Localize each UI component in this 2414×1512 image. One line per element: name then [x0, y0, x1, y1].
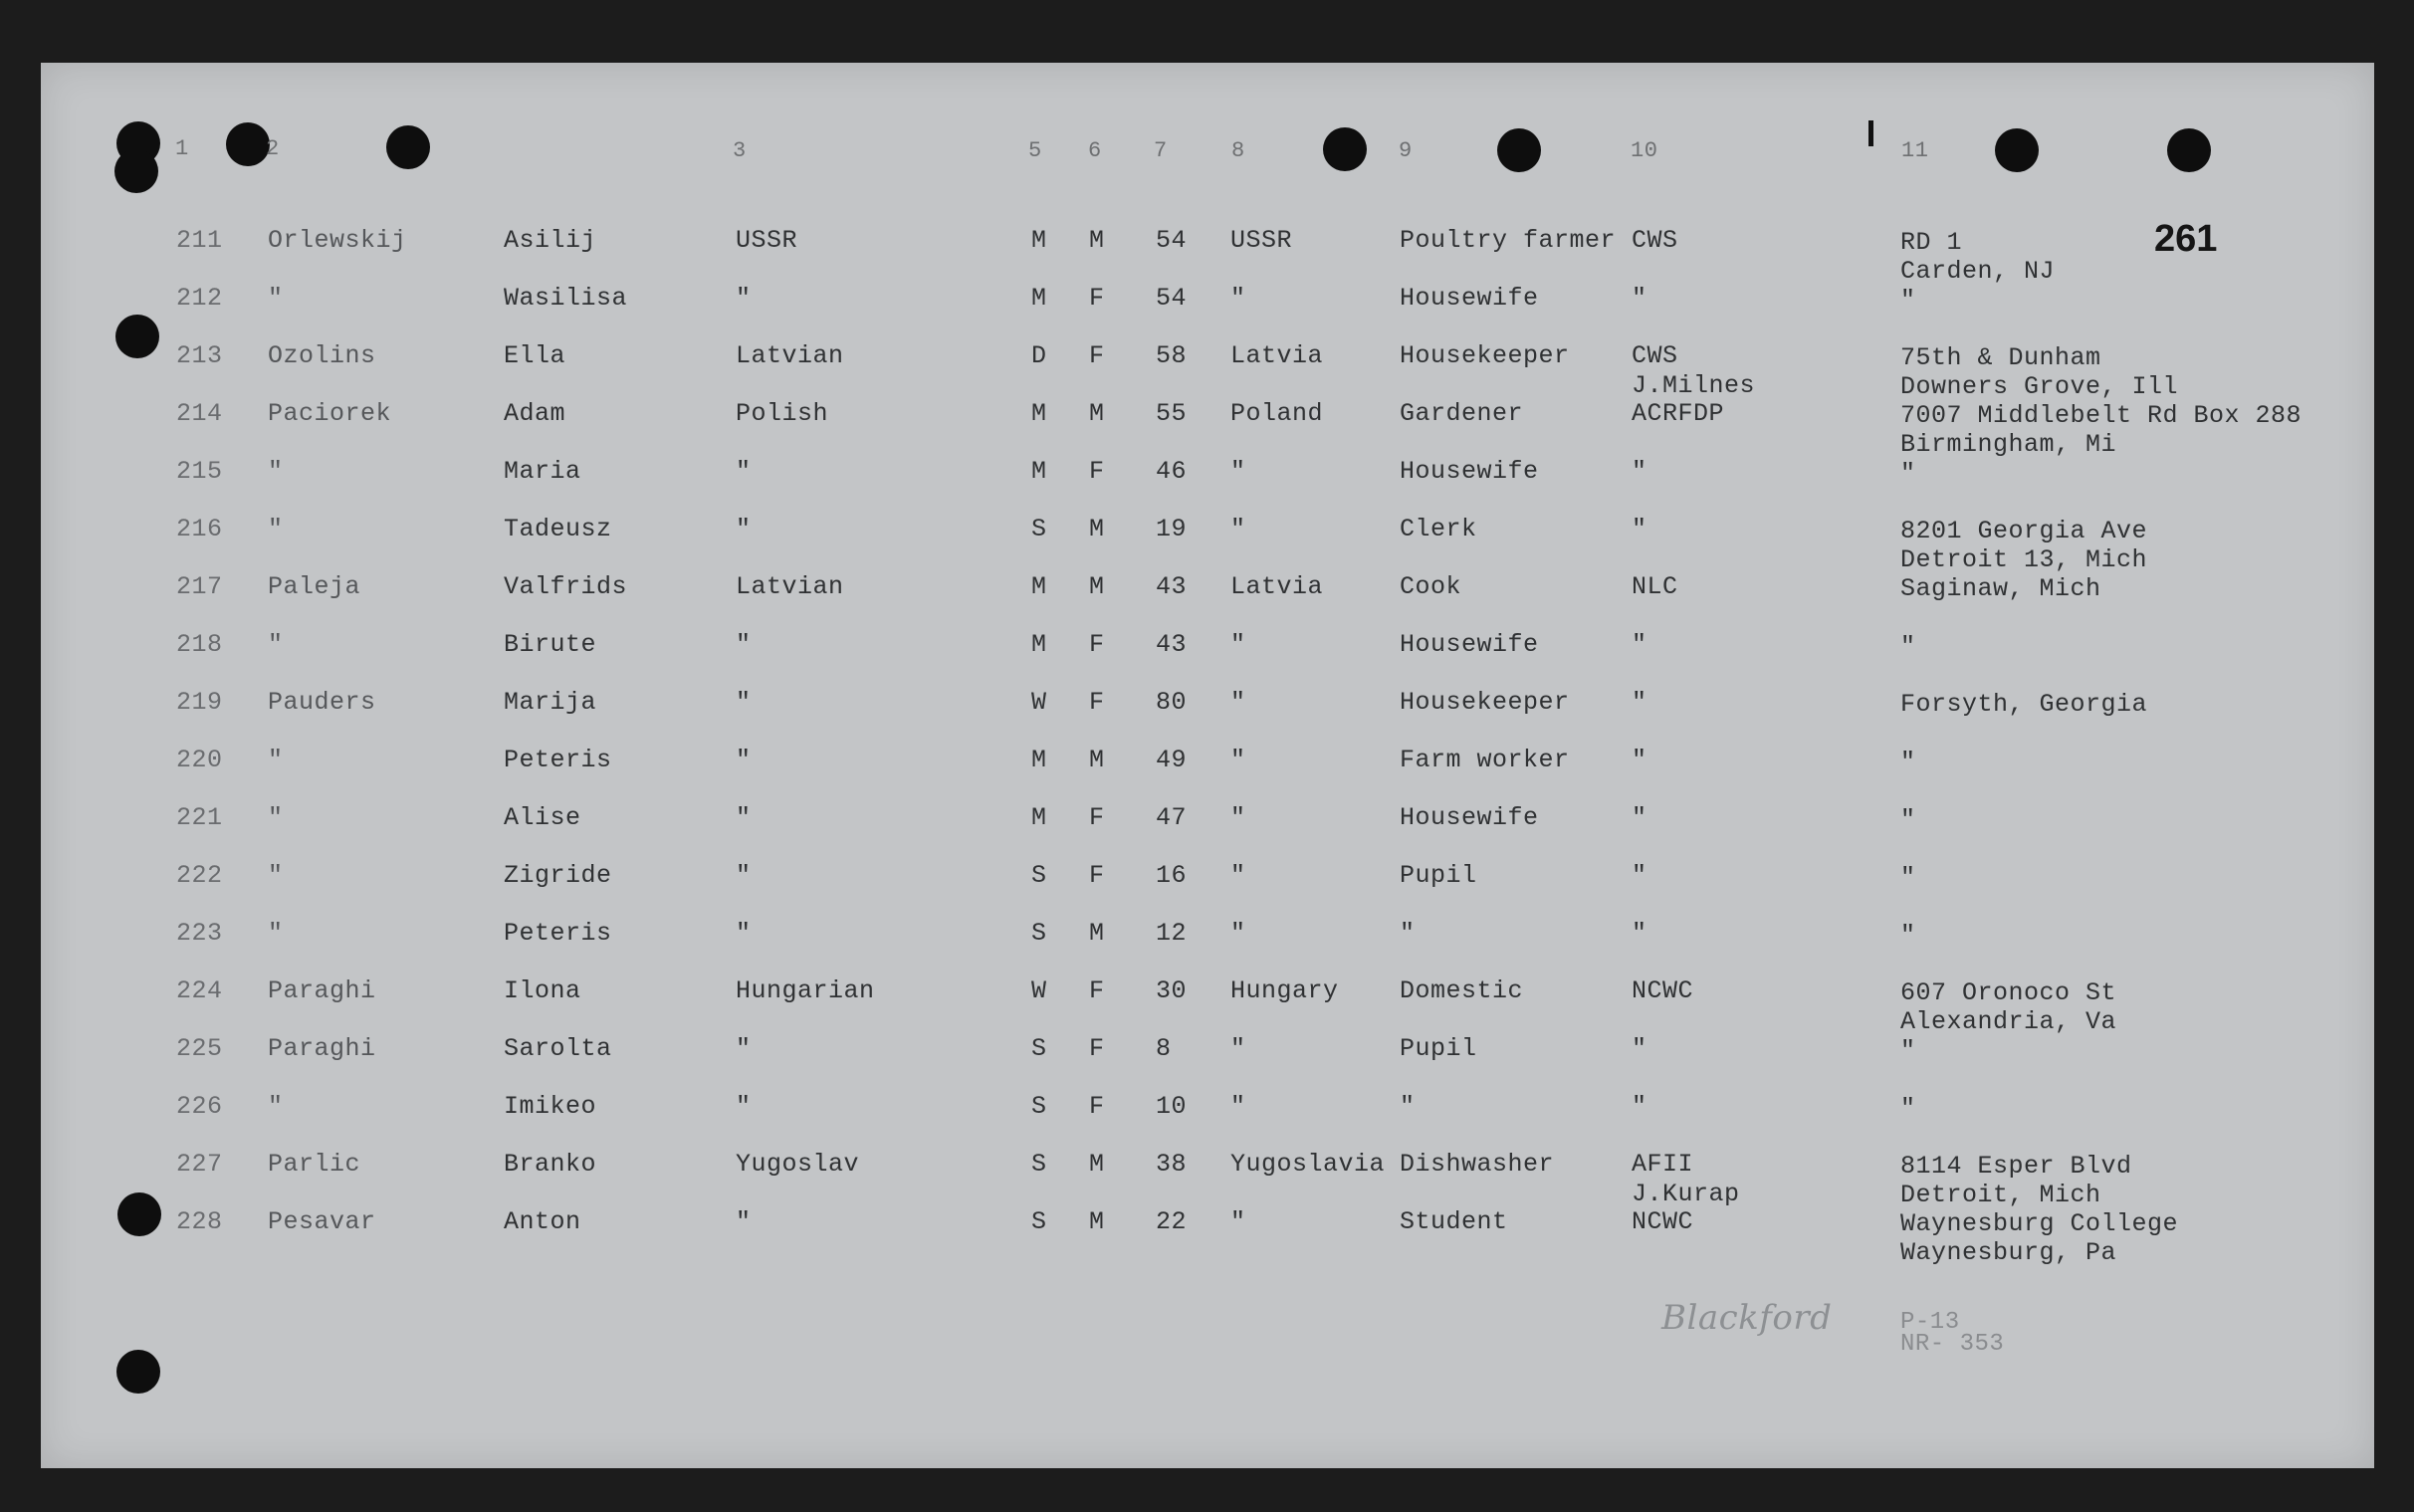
- cell-surname: Paciorek: [268, 399, 392, 428]
- cell-marital: S: [1031, 1207, 1047, 1236]
- cell-given: Valfrids: [504, 572, 628, 601]
- cell-nationality: ": [736, 1207, 752, 1236]
- cell-address-line: Downers Grove, Ill: [1900, 372, 2179, 401]
- cell-country: ": [1230, 803, 1246, 832]
- cell-surname: Paraghi: [268, 976, 376, 1005]
- cell-agency: ": [1632, 861, 1647, 890]
- cell-nationality: Latvian: [736, 572, 844, 601]
- punch-hole: [1995, 128, 2039, 172]
- cell-surname: ": [268, 919, 284, 948]
- cell-surname: Ozolins: [268, 341, 376, 370]
- cell-agency: ": [1632, 919, 1647, 948]
- cell-marital: S: [1031, 1092, 1047, 1121]
- cell-agency-extra: J.Milnes: [1632, 371, 1756, 400]
- cell-surname: ": [268, 284, 284, 313]
- page-number: 261: [2154, 218, 2218, 260]
- cell-surname: Orlewskij: [268, 226, 407, 255]
- cell-country: ": [1230, 457, 1246, 486]
- cell-given: Marija: [504, 688, 597, 717]
- cell-address-line: ": [1900, 805, 1916, 834]
- cell-no: 225: [176, 1034, 223, 1063]
- cell-given: Sarolta: [504, 1034, 612, 1063]
- cell-sex: M: [1089, 1207, 1105, 1236]
- cell-no: 224: [176, 976, 223, 1005]
- cell-country: Poland: [1230, 399, 1324, 428]
- cell-nationality: ": [736, 630, 752, 659]
- cell-agency: AFII: [1632, 1150, 1694, 1179]
- cell-no: 212: [176, 284, 223, 313]
- cell-nationality: ": [736, 919, 752, 948]
- cell-nationality: ": [736, 746, 752, 774]
- cell-given: Imikeo: [504, 1092, 597, 1121]
- cell-marital: W: [1031, 688, 1047, 717]
- cell-age: 49: [1156, 746, 1188, 774]
- cell-surname: Pesavar: [268, 1207, 376, 1236]
- cell-nationality: Hungarian: [736, 976, 875, 1005]
- cell-marital: S: [1031, 515, 1047, 543]
- cell-occupation: Cook: [1400, 572, 1462, 601]
- cell-address-line: 607 Oronoco St: [1900, 978, 2117, 1007]
- cell-occupation: Clerk: [1400, 515, 1477, 543]
- cell-nationality: ": [736, 284, 752, 313]
- cell-no: 219: [176, 688, 223, 717]
- cell-sex: M: [1089, 572, 1105, 601]
- cell-address-line: 7007 Middlebelt Rd Box 288: [1900, 401, 2303, 430]
- cell-country: Latvia: [1230, 572, 1324, 601]
- cell-age: 22: [1156, 1207, 1188, 1236]
- cell-agency: ": [1632, 284, 1647, 313]
- cell-address-line: ": [1900, 1036, 1916, 1065]
- cell-marital: S: [1031, 919, 1047, 948]
- cell-age: 38: [1156, 1150, 1188, 1179]
- cell-occupation: Housekeeper: [1400, 341, 1570, 370]
- cell-address-line: ": [1900, 921, 1916, 950]
- cell-sex: F: [1089, 688, 1105, 717]
- cell-no: 214: [176, 399, 223, 428]
- cell-country: Latvia: [1230, 341, 1324, 370]
- cell-no: 213: [176, 341, 223, 370]
- cell-nationality: ": [736, 803, 752, 832]
- cell-sex: F: [1089, 1092, 1105, 1121]
- cell-address-line: RD 1: [1900, 228, 1963, 257]
- cell-address-line: Alexandria, Va: [1900, 1007, 2117, 1036]
- cell-marital: M: [1031, 284, 1047, 313]
- cell-address-line: Waynesburg, Pa: [1900, 1238, 2117, 1267]
- cell-address-line: ": [1900, 286, 1916, 315]
- cell-sex: M: [1089, 1150, 1105, 1179]
- cell-given: Alise: [504, 803, 581, 832]
- cell-marital: S: [1031, 861, 1047, 890]
- cell-address-line: ": [1900, 459, 1916, 488]
- punch-hole: [117, 1192, 161, 1236]
- cell-no: 223: [176, 919, 223, 948]
- cell-occupation: Pupil: [1400, 861, 1477, 890]
- column-header: 8: [1231, 138, 1245, 163]
- cell-country: ": [1230, 630, 1246, 659]
- cell-sex: F: [1089, 976, 1105, 1005]
- cell-age: 19: [1156, 515, 1188, 543]
- cell-age: 54: [1156, 226, 1188, 255]
- cell-sex: F: [1089, 284, 1105, 313]
- cell-age: 46: [1156, 457, 1188, 486]
- cell-age: 12: [1156, 919, 1188, 948]
- cell-given: Anton: [504, 1207, 581, 1236]
- cell-surname: Parlic: [268, 1150, 361, 1179]
- punch-hole: [1323, 127, 1367, 171]
- cell-no: 222: [176, 861, 223, 890]
- cell-agency: ": [1632, 746, 1647, 774]
- cell-nationality: Latvian: [736, 341, 844, 370]
- cell-given: Wasilisa: [504, 284, 628, 313]
- cell-no: 217: [176, 572, 223, 601]
- cell-marital: M: [1031, 803, 1047, 832]
- cell-given: Peteris: [504, 746, 612, 774]
- column-header: 2: [266, 136, 280, 161]
- cell-given: Birute: [504, 630, 597, 659]
- cell-address-line: Forsyth, Georgia: [1900, 690, 2148, 719]
- cell-occupation: Housewife: [1400, 284, 1539, 313]
- cell-no: 220: [176, 746, 223, 774]
- cell-age: 8: [1156, 1034, 1172, 1063]
- cell-address-line: ": [1900, 748, 1916, 776]
- cell-occupation: Gardener: [1400, 399, 1524, 428]
- cell-agency: ": [1632, 630, 1647, 659]
- cell-occupation: ": [1400, 919, 1416, 948]
- column-header: 10: [1631, 138, 1658, 163]
- cell-no: 215: [176, 457, 223, 486]
- cell-age: 80: [1156, 688, 1188, 717]
- cell-given: Adam: [504, 399, 566, 428]
- cell-surname: ": [268, 515, 284, 543]
- cell-country: ": [1230, 515, 1246, 543]
- cell-age: 55: [1156, 399, 1188, 428]
- document-sheet: [41, 63, 2374, 1468]
- cell-surname: ": [268, 630, 284, 659]
- cell-agency: CWS: [1632, 341, 1678, 370]
- cell-sex: F: [1089, 803, 1105, 832]
- cell-sex: M: [1089, 226, 1105, 255]
- cell-sex: F: [1089, 341, 1105, 370]
- cell-surname: Paraghi: [268, 1034, 376, 1063]
- cell-given: Zigride: [504, 861, 612, 890]
- footer-note: P-13: [1900, 1309, 1960, 1336]
- cell-agency: ": [1632, 803, 1647, 832]
- cell-age: 43: [1156, 572, 1188, 601]
- cell-no: 227: [176, 1150, 223, 1179]
- column-header: 3: [733, 138, 747, 163]
- cell-marital: W: [1031, 976, 1047, 1005]
- cell-sex: F: [1089, 1034, 1105, 1063]
- cell-address-line: 75th & Dunham: [1900, 343, 2101, 372]
- cell-agency: CWS: [1632, 226, 1678, 255]
- cell-nationality: ": [736, 457, 752, 486]
- signature: Blackford: [1661, 1298, 1833, 1338]
- cell-marital: M: [1031, 746, 1047, 774]
- cell-surname: Paleja: [268, 572, 361, 601]
- column-header: 9: [1399, 138, 1413, 163]
- cell-no: 218: [176, 630, 223, 659]
- cell-marital: S: [1031, 1034, 1047, 1063]
- cell-sex: M: [1089, 746, 1105, 774]
- cell-age: 30: [1156, 976, 1188, 1005]
- cell-nationality: Polish: [736, 399, 829, 428]
- cell-sex: M: [1089, 399, 1105, 428]
- column-header: 6: [1088, 138, 1102, 163]
- cell-sex: F: [1089, 457, 1105, 486]
- cell-sex: F: [1089, 861, 1105, 890]
- cell-sex: M: [1089, 515, 1105, 543]
- cell-country: ": [1230, 1034, 1246, 1063]
- ink-mark: [1868, 120, 1873, 146]
- cell-no: 226: [176, 1092, 223, 1121]
- cell-age: 47: [1156, 803, 1188, 832]
- cell-address-line: Detroit 13, Mich: [1900, 545, 2148, 574]
- cell-surname: ": [268, 746, 284, 774]
- cell-surname: ": [268, 457, 284, 486]
- cell-no: 211: [176, 226, 223, 255]
- cell-agency: NCWC: [1632, 976, 1694, 1005]
- footer-note: NR- 353: [1900, 1331, 2005, 1358]
- cell-occupation: Housewife: [1400, 457, 1539, 486]
- punch-hole: [115, 315, 159, 358]
- cell-agency: ": [1632, 515, 1647, 543]
- cell-occupation: Domestic: [1400, 976, 1524, 1005]
- cell-nationality: USSR: [736, 226, 798, 255]
- cell-country: ": [1230, 746, 1246, 774]
- cell-country: Yugoslavia: [1230, 1150, 1386, 1179]
- cell-marital: S: [1031, 1150, 1047, 1179]
- column-header: 5: [1028, 138, 1042, 163]
- cell-nationality: ": [736, 1092, 752, 1121]
- cell-country: USSR: [1230, 226, 1293, 255]
- column-header: 1: [175, 136, 189, 161]
- cell-nationality: ": [736, 515, 752, 543]
- cell-agency: NLC: [1632, 572, 1678, 601]
- cell-occupation: Housekeeper: [1400, 688, 1570, 717]
- cell-marital: M: [1031, 399, 1047, 428]
- cell-address-line: Birmingham, Mi: [1900, 430, 2117, 459]
- cell-address-line: 8201 Georgia Ave: [1900, 517, 2148, 545]
- punch-hole: [1497, 128, 1541, 172]
- cell-marital: D: [1031, 341, 1047, 370]
- cell-given: Tadeusz: [504, 515, 612, 543]
- cell-agency: ": [1632, 1092, 1647, 1121]
- punch-hole: [386, 125, 430, 169]
- cell-no: 228: [176, 1207, 223, 1236]
- cell-address-line: ": [1900, 632, 1916, 661]
- cell-nationality: ": [736, 688, 752, 717]
- cell-agency: ": [1632, 457, 1647, 486]
- cell-country: ": [1230, 919, 1246, 948]
- punch-hole: [114, 149, 158, 193]
- cell-address-line: ": [1900, 863, 1916, 892]
- cell-nationality: Yugoslav: [736, 1150, 860, 1179]
- cell-marital: M: [1031, 630, 1047, 659]
- cell-country: Hungary: [1230, 976, 1339, 1005]
- cell-sex: F: [1089, 630, 1105, 659]
- column-header: 7: [1154, 138, 1168, 163]
- cell-surname: ": [268, 861, 284, 890]
- cell-given: Ilona: [504, 976, 581, 1005]
- cell-occupation: Pupil: [1400, 1034, 1477, 1063]
- cell-no: 216: [176, 515, 223, 543]
- cell-country: ": [1230, 688, 1246, 717]
- cell-given: Asilij: [504, 226, 597, 255]
- cell-occupation: Poultry farmer: [1400, 226, 1617, 255]
- cell-agency: ACRFDP: [1632, 399, 1725, 428]
- cell-country: ": [1230, 1092, 1246, 1121]
- cell-sex: M: [1089, 919, 1105, 948]
- cell-given: Maria: [504, 457, 581, 486]
- cell-agency-extra: J.Kurap: [1632, 1180, 1740, 1208]
- cell-occupation: Housewife: [1400, 803, 1539, 832]
- cell-address-line: Waynesburg College: [1900, 1209, 2179, 1238]
- cell-address-line: 8114 Esper Blvd: [1900, 1152, 2132, 1181]
- cell-country: ": [1230, 1207, 1246, 1236]
- cell-marital: M: [1031, 572, 1047, 601]
- cell-address-line: Saginaw, Mich: [1900, 574, 2101, 603]
- cell-age: 16: [1156, 861, 1188, 890]
- cell-nationality: ": [736, 1034, 752, 1063]
- cell-country: ": [1230, 861, 1246, 890]
- cell-given: Branko: [504, 1150, 597, 1179]
- cell-occupation: ": [1400, 1092, 1416, 1121]
- cell-country: ": [1230, 284, 1246, 313]
- cell-address-line: Carden, NJ: [1900, 257, 2056, 286]
- cell-agency: NCWC: [1632, 1207, 1694, 1236]
- cell-agency: ": [1632, 688, 1647, 717]
- cell-address-line: Detroit, Mich: [1900, 1181, 2101, 1209]
- cell-marital: M: [1031, 457, 1047, 486]
- cell-given: Ella: [504, 341, 566, 370]
- cell-surname: ": [268, 803, 284, 832]
- punch-hole: [2167, 128, 2211, 172]
- cell-occupation: Dishwasher: [1400, 1150, 1555, 1179]
- cell-age: 58: [1156, 341, 1188, 370]
- cell-age: 43: [1156, 630, 1188, 659]
- cell-occupation: Student: [1400, 1207, 1508, 1236]
- cell-given: Peteris: [504, 919, 612, 948]
- cell-surname: Pauders: [268, 688, 376, 717]
- punch-hole: [226, 122, 270, 166]
- cell-agency: ": [1632, 1034, 1647, 1063]
- punch-hole: [116, 1350, 160, 1394]
- cell-age: 54: [1156, 284, 1188, 313]
- cell-surname: ": [268, 1092, 284, 1121]
- cell-occupation: Farm worker: [1400, 746, 1570, 774]
- cell-address-line: ": [1900, 1094, 1916, 1123]
- column-header: 11: [1901, 138, 1929, 163]
- cell-marital: M: [1031, 226, 1047, 255]
- cell-no: 221: [176, 803, 223, 832]
- cell-nationality: ": [736, 861, 752, 890]
- cell-age: 10: [1156, 1092, 1188, 1121]
- cell-occupation: Housewife: [1400, 630, 1539, 659]
